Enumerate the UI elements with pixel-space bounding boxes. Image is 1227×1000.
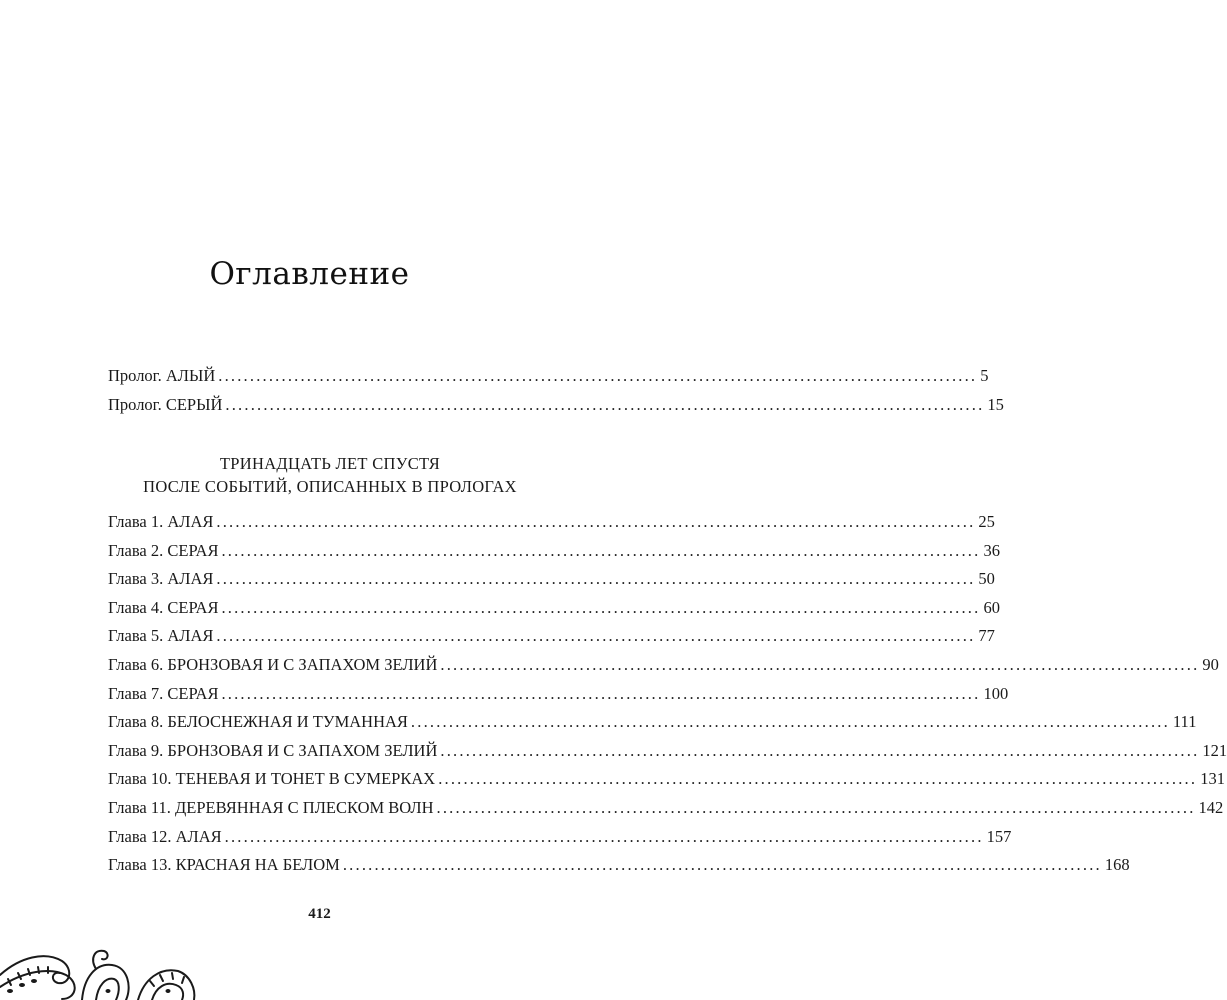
toc-entry-chapter [108,540,1000,570]
toc-entry-chapter-label: Глава 3. АЛАЯ [108,569,214,589]
toc-entry-prologue-label: Пролог. СЕРЫЙ [108,394,223,414]
toc-entry-chapter [108,683,1009,713]
page-number: 412 [308,906,331,922]
toc-entry-chapter-page-number: 60 [983,597,1000,617]
toc-entry-chapter-page-number: 36 [983,540,1000,560]
toc-entry-chapter-label: Глава 6. БРОНЗОВАЯ И С ЗАПАХОМ ЗЕЛИЙ [108,654,438,674]
toc-entry-chapter [108,654,1219,684]
toc-entry-chapter-page-number: 157 [986,826,1012,846]
leader-dots: ........................................................................................................................ [218,366,978,385]
leader-dots: ........................................................................................................................ [216,512,976,531]
leader-dots: ........................................................................................................................ [342,855,1102,875]
leader-dots: ........................................................................................................................ [224,826,984,846]
leader-dots: ........................................................................................................................ [216,626,976,646]
toc-entry-chapter-label: Глава 10. ТЕНЕВАЯ И ТОНЕТ В СУМЕРКАХ [108,769,436,789]
toc-entry-chapter [108,569,995,598]
toc-entry-chapter-page-number: 121 [1202,740,1227,760]
toc-entry-chapter-label: Глава 4. СЕРАЯ [108,597,219,617]
leader-dots: ........................................................................................................................ [221,597,981,617]
toc-entry-chapter-page-number: 50 [978,569,995,589]
toc-entry-chapter-page-number: 111 [1172,712,1197,732]
toc-entry-chapter-label: Глава 2. СЕРАЯ [108,540,219,560]
toc-entry-chapter-page-number: 131 [1200,769,1225,789]
toc-entry-chapter [108,740,1227,770]
section-heading-line-1: ТРИНАДЦАТЬ ЛЕТ СПУСТЯ [219,454,441,473]
toc-entry-chapter-label: Глава 8. БЕЛОСНЕЖНАЯ И ТУМАННАЯ [108,712,408,732]
leader-dots: ........................................................................................................................ [221,540,981,560]
toc-entry-prologue-label: Пролог. АЛЫЙ [108,366,216,385]
toc-entry-chapter-label: Глава 12. АЛАЯ [108,826,222,846]
leader-dots: ........................................................................................................................ [438,769,1198,789]
leader-dots: ........................................................................................................................ [440,740,1200,760]
prologue-list [108,366,1004,423]
toc-entry-prologue-page-number: 15 [987,394,1004,414]
toc-entry-chapter-label: Глава 13. КРАСНАЯ НА БЕЛОМ [108,855,340,875]
toc-entry-chapter-page-number: 77 [978,626,995,646]
toc-entry-chapter [108,512,995,541]
toc-entry-chapter-page-number: 25 [978,512,995,531]
toc-entry-chapter-page-number: 168 [1104,855,1130,875]
toc-entry-chapter [108,626,995,655]
toc-entry-chapter-label: Глава 11. ДЕРЕВЯННАЯ С ПЛЕСКОМ ВОЛН [108,797,434,817]
toc-entry-prologue [108,394,1004,424]
leader-dots: ........................................................................................................................ [216,569,976,589]
toc-entry-chapter-page-number: 100 [983,683,1009,703]
toc-entry-chapter [108,769,1225,798]
toc-entry-chapter [108,855,1130,884]
toc-entry-chapter-page-number: 142 [1198,797,1224,817]
section-heading-line-2: ПОСЛЕ СОБЫТИЙ, ОПИСАННЫХ В ПРОЛОГАХ [143,477,517,496]
toc-entry-chapter [108,712,1197,741]
toc-entry-prologue [108,366,989,395]
toc-entry-chapter-label: Глава 5. АЛАЯ [108,626,214,646]
leader-dots: ........................................................................................................................ [225,394,985,414]
tentacle-illustration-icon [0,895,200,1000]
toc-entry-chapter [108,826,1012,856]
section-heading [60,452,600,498]
toc-entry-chapter-page-number: 90 [1202,654,1219,674]
leader-dots: ........................................................................................................................ [221,683,981,703]
toc-entry-chapter-label: Глава 7. СЕРАЯ [108,683,219,703]
toc-entry-chapter-label: Глава 9. БРОНЗОВАЯ И С ЗАПАХОМ ЗЕЛИЙ [108,740,438,760]
leader-dots: ........................................................................................................................ [410,712,1170,732]
toc-entry-chapter [108,597,1000,627]
toc-entry-chapter-label: Глава 1. АЛАЯ [108,512,214,531]
leader-dots: ........................................................................................................................ [440,654,1200,674]
toc-entry-prologue-page-number: 5 [980,366,989,385]
toc-entry-chapter [108,797,1224,827]
leader-dots: ........................................................................................................................ [436,797,1196,817]
chapter-list [108,512,1227,884]
page-title: Оглавление [209,256,410,292]
